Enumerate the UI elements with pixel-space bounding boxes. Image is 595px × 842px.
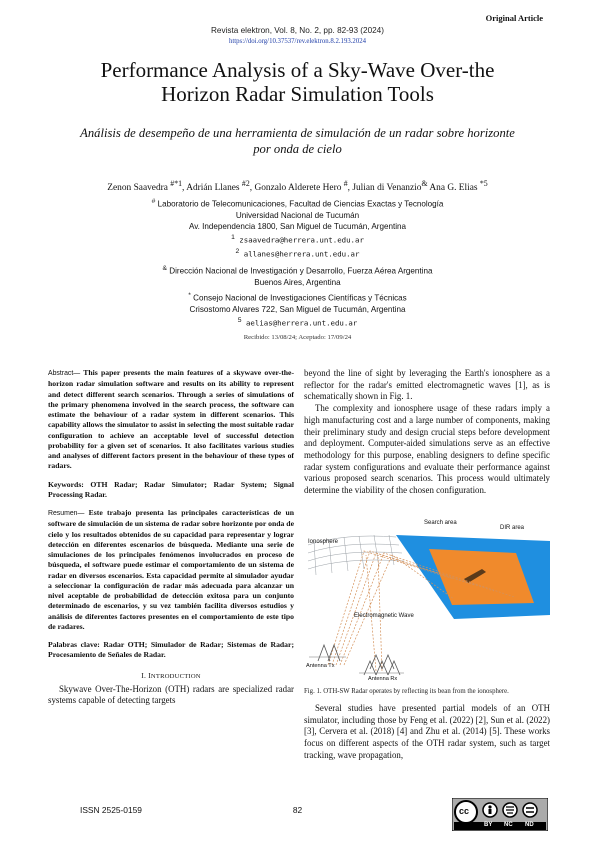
left-column — [48, 368, 294, 715]
search-area-label: Search area — [424, 520, 457, 526]
by-label: BY — [484, 822, 493, 828]
doi-link[interactable]: https://doi.org/10.37537/rev.elektron.8.2.193.2024 — [228, 38, 367, 45]
author: Ana G. Elias — [429, 183, 480, 194]
section-heading: I. INTRODUCTION — [141, 670, 201, 680]
email-link[interactable]: zsaavedra@herrera.unt.edu.ar — [234, 235, 364, 245]
resumen: Resumen— Este trabajo presenta las principales características de un software de simulación de un sistema de radar sobre horizonte por onda de cielo y los resultados obtenidos de su capacidad para representar y lograr detección en diferentes escenarios de búsqueda. Mediante una serie de simulaciones de los principales fenómenos involucrados en proceso de búsqueda, el software puede estimar el comportamiento de un sistema de radar en diversos escenarios. Esta capacidad permite al simulador ayudar a seleccionar la configuración de radar más adecuada para alcanzar un nivel aceptable de probabilidad de detección exitosa para un conjunto determinado de escenarios, y su vez también facilita diversos estudios y análisis de diferentes factores presentes en el comportamiento de este tipo de radares. — [48, 508, 294, 631]
antenna-rx-label: Antenna Rx — [368, 676, 398, 682]
figure-oth-radar — [304, 515, 550, 685]
author: Zenon Saavedra — [107, 183, 171, 194]
cc-license-badge[interactable] — [452, 798, 548, 831]
abstract: Abstract— This paper presents the main features of a skywave over-the-horizon radar simulation software and results on its ability to represent and detect different search scenarios. Through a series of simulations of the primary phenomena involved in the search process, the software can estimate the behaviour of a radar system in different scenarios. This capability allows the simulator to assist in selecting the most suitable radar configuration to achieve an acceptable level of successful detection probability for a given set of scenarios. It also facilitates various studies and analyses of different factors present in the behaviour of these types of radars. — [48, 368, 294, 471]
keywords: Keywords: OTH Radar; Radar Simulator; Radar System; Signal Processing Radar. — [48, 479, 294, 499]
page-number: 82 — [292, 805, 303, 815]
body-paragraph: The complexity and ionosphere usage of these radars imply a high manufacturing cost and a large number of components, making their preliminary study and design crucial steps before development and deployment. Computer-aided simulations serve as an effective methodology for this purpose, enabling designers to define specific radar system configurations and evaluate their performance against various proposed search scenarios. This process would ultimately determine the viability of the chosen configuration. — [304, 403, 550, 496]
cc-icon: cc — [459, 806, 470, 816]
received-dates: Recibido: 13/08/24; Aceptado: 17/09/24 — [243, 334, 352, 341]
author: Julian di Venanzio — [352, 183, 422, 194]
figure-caption: Fig. 1. OTH-SW Radar operates by reflecting its bean from the ionosphere. — [304, 688, 509, 695]
email-link[interactable]: allanes@herrera.unt.edu.ar — [239, 249, 360, 259]
paper-subtitle: Análisis de desempeño de una herramienta de simulación de un radar sobre horizonte por onda de cielo — [80, 126, 515, 156]
palabras-clave: Palabras clave: Radar OTH; Simulador de Radar; Sistemas de Radar; Procesamiento de Señales de Radar. — [48, 640, 294, 660]
body-paragraph: Several studies have presented partial models of an OTH simulator, including those by Feng et al. (2022) [2], Sun et al. (2022) [3], Cervera et al. (2018) [4] and Zhu et al. (2014) [5]. These works focus on different aspects of the OTH radar system, such as target tracking, wave propagation, — [304, 703, 550, 760]
affiliation-conicet: * Consejo Nacional de Investigaciones Científicas y Técnicas Crisostomo Alvares 722, San Miguel de Tucumán, Argentina $^5$ aelias@herrera.unt.edu.ar — [188, 292, 407, 328]
author: Adrián Llanes — [186, 183, 242, 194]
affiliation-fuerza-aerea: & Dirección Nacional de Investigación y Desarrollo, Fuerza Aérea Argentina Buenos Aires, Argentina — [162, 265, 433, 287]
email-link[interactable]: aelias@herrera.unt.edu.ar — [241, 318, 358, 328]
intro-paragraph: Skywave Over-The-Horizon (OTH) radars are specialized radar systems capable of detecting targets — [48, 683, 294, 706]
em-wave-label: Electromagnetic Wave — [354, 613, 414, 619]
nd-label: ND — [525, 822, 534, 828]
journal-citation: Revista elektron, Vol. 8, No. 2, pp. 82-93 (2024) — [211, 26, 384, 35]
body-paragraph: beyond the line of sight by leveraging the Earth's ionosphere as a reflector for the radar's emitted electromagnetic waves [1], as is schematically shown in Fig. 1. — [304, 368, 550, 402]
article-type-tag: Original Article — [485, 13, 543, 23]
antenna-tx-label: Antenna Tx — [306, 663, 335, 669]
nc-label: NC — [504, 822, 513, 828]
author-list: Zenon Saavedra $^{\#*1}$, Adrián Llanes $^{\#2}$, Gonzalo Alderete Hero #, Julian di Venanzio& Ana G. Elias $^{*5}$ — [107, 179, 488, 194]
dir-area-label: DIR area — [500, 525, 525, 531]
author: Gonzalo Alderete Hero — [254, 183, 344, 194]
ionosphere-label: Ionosphere — [308, 539, 339, 545]
right-column — [304, 368, 550, 505]
footer-issn: ISSN 2525-0159 — [80, 805, 142, 815]
antenna-icons — [318, 645, 400, 675]
affiliation-unt: # Laboratorio de Telecomunicaciones, Facultad de Ciencias Exactas y Tecnología Universidad Nacional de Tucumán Av. Independencia 1800, San Miguel de Tucumán, Argentina $^1$ zsaavedra@herrera.unt.edu.ar $^2$ allanes@herrera.unt.edu.ar — [151, 198, 444, 259]
paper-title: Performance Analysis of a Sky-Wave Over-the Horizon Radar Simulation Tools — [100, 58, 495, 106]
